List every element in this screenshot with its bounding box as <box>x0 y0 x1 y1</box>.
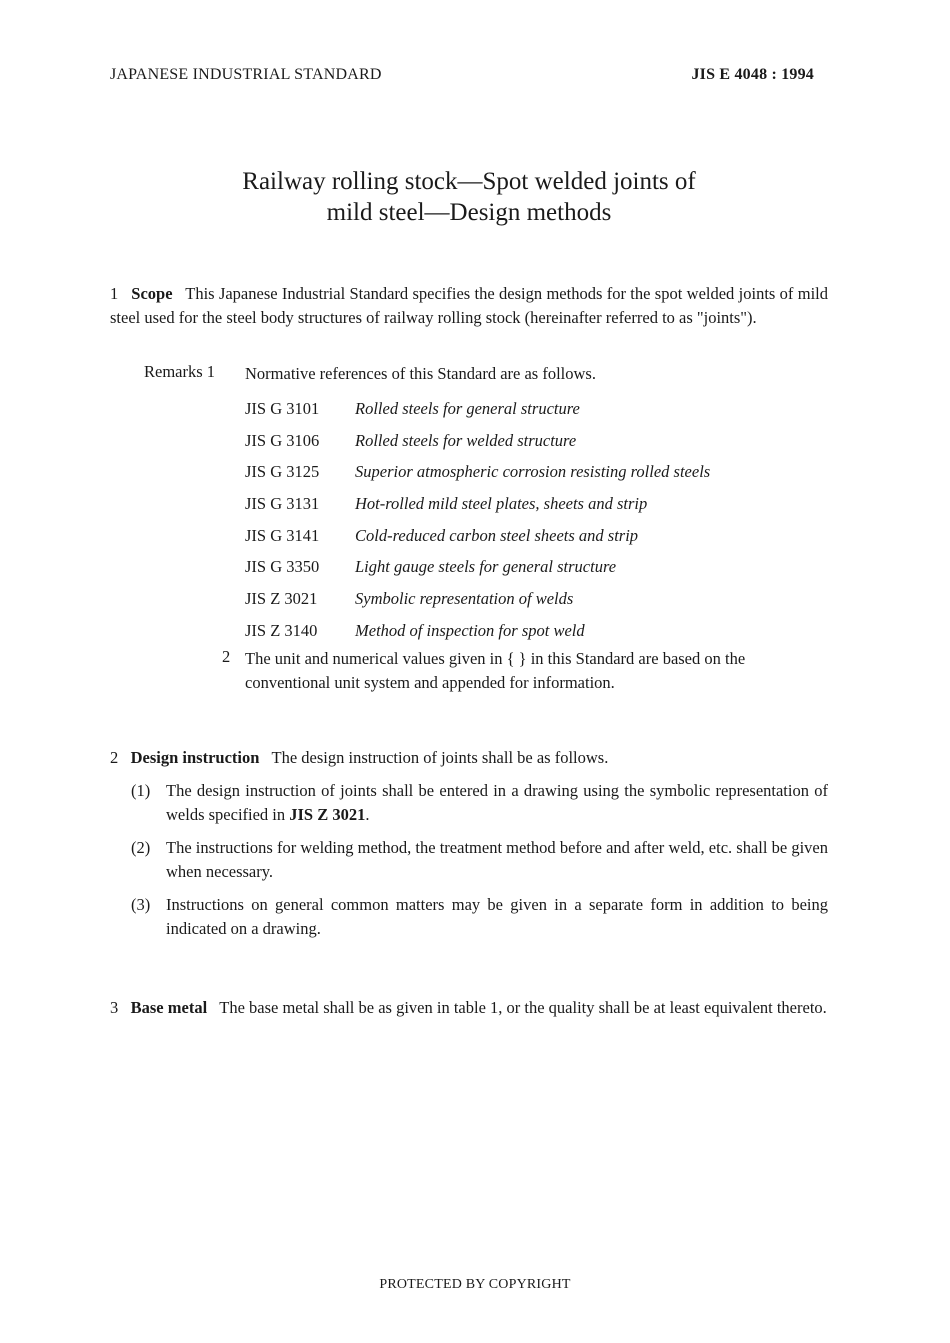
section-number: 1 <box>110 284 119 303</box>
list-item-text-part: . <box>365 805 370 824</box>
reference-title: Symbolic representation of welds <box>355 588 574 608</box>
section-base-metal <box>110 996 828 1020</box>
title-line-2: mild steel—Design methods <box>326 199 612 226</box>
reference-code: JIS G 3101 <box>245 398 320 418</box>
reference-title: Superior atmospheric corrosion resisting rolled steels <box>355 462 711 482</box>
copyright-footer: PROTECTED BY COPYRIGHT <box>379 1277 571 1292</box>
standard-reference: JIS Z 3021 <box>289 805 366 824</box>
section-number: 2 <box>110 748 119 767</box>
header-standard-number: JIS E 4048 : 1994 <box>691 66 814 83</box>
list-item-text-part: The design instruction of joints shall be entered in a drawing using the symbolic representation of welds specified in <box>166 781 828 824</box>
remark-2-number: 2 <box>222 647 231 666</box>
reference-list <box>245 393 845 647</box>
remarks-label: Remarks 1 <box>144 362 216 381</box>
reference-title: Rolled steels for general structure <box>355 398 580 418</box>
reference-item <box>245 488 845 520</box>
section-heading: Design instruction <box>130 748 260 767</box>
list-item-number: (3) <box>131 895 151 914</box>
reference-item <box>245 583 845 615</box>
section-heading: Scope <box>131 284 173 303</box>
reference-title: Method of inspection for spot weld <box>355 620 585 640</box>
section-heading: Base metal <box>130 998 208 1017</box>
reference-code: JIS G 3106 <box>245 430 320 450</box>
list-item-number: (1) <box>131 781 151 800</box>
reference-item <box>245 425 845 457</box>
header-standard-name: JAPANESE INDUSTRIAL STANDARD <box>110 66 382 83</box>
reference-title: Cold-reduced carbon steel sheets and strip <box>355 525 639 545</box>
reference-code: JIS Z 3021 <box>245 588 318 608</box>
section-design-instruction <box>110 746 828 770</box>
reference-item <box>245 615 845 647</box>
section-text: The design instruction of joints shall be as follows. <box>271 748 609 767</box>
list-item-text: Instructions on general common matters may be given in a separate form in addition to being indicated on a drawing. <box>166 895 828 938</box>
remark-1-text: Normative references of this Standard are as follows. <box>245 364 596 383</box>
section-text: This Japanese Industrial Standard specifies the design methods for the spot welded joints of mild steel used for the steel body structures of railway rolling stock (hereinafter referred to as "joints"). <box>110 284 829 327</box>
reference-code: JIS G 3125 <box>245 462 320 482</box>
reference-title: Rolled steels for welded structure <box>355 430 577 450</box>
remark-2-text: The unit and numerical values given in { } in this Standard are based on the conventional unit system and appended for information. <box>245 649 746 692</box>
list-item-text <box>166 779 828 827</box>
section-scope <box>110 282 828 330</box>
reference-code: JIS G 3131 <box>245 493 320 513</box>
document-title <box>0 166 938 228</box>
reference-code: JIS Z 3140 <box>245 620 318 640</box>
reference-title: Light gauge steels for general structure <box>355 557 617 577</box>
section-text: The base metal shall be as given in table 1, or the quality shall be at least equivalent thereto. <box>219 998 827 1017</box>
list-item-number: (2) <box>131 838 151 857</box>
title-line-1: Railway rolling stock—Spot welded joints of <box>242 168 696 195</box>
section-number: 3 <box>110 998 119 1017</box>
list-item-text: The instructions for welding method, the treatment method before and after weld, etc. shall be given when necessary. <box>166 838 828 881</box>
reference-item <box>245 551 845 583</box>
reference-item <box>245 393 845 425</box>
reference-title: Hot-rolled mild steel plates, sheets and strip <box>355 493 648 513</box>
reference-item <box>245 520 845 552</box>
reference-code: JIS G 3141 <box>245 525 320 545</box>
reference-code: JIS G 3350 <box>245 557 320 577</box>
reference-item <box>245 456 845 488</box>
